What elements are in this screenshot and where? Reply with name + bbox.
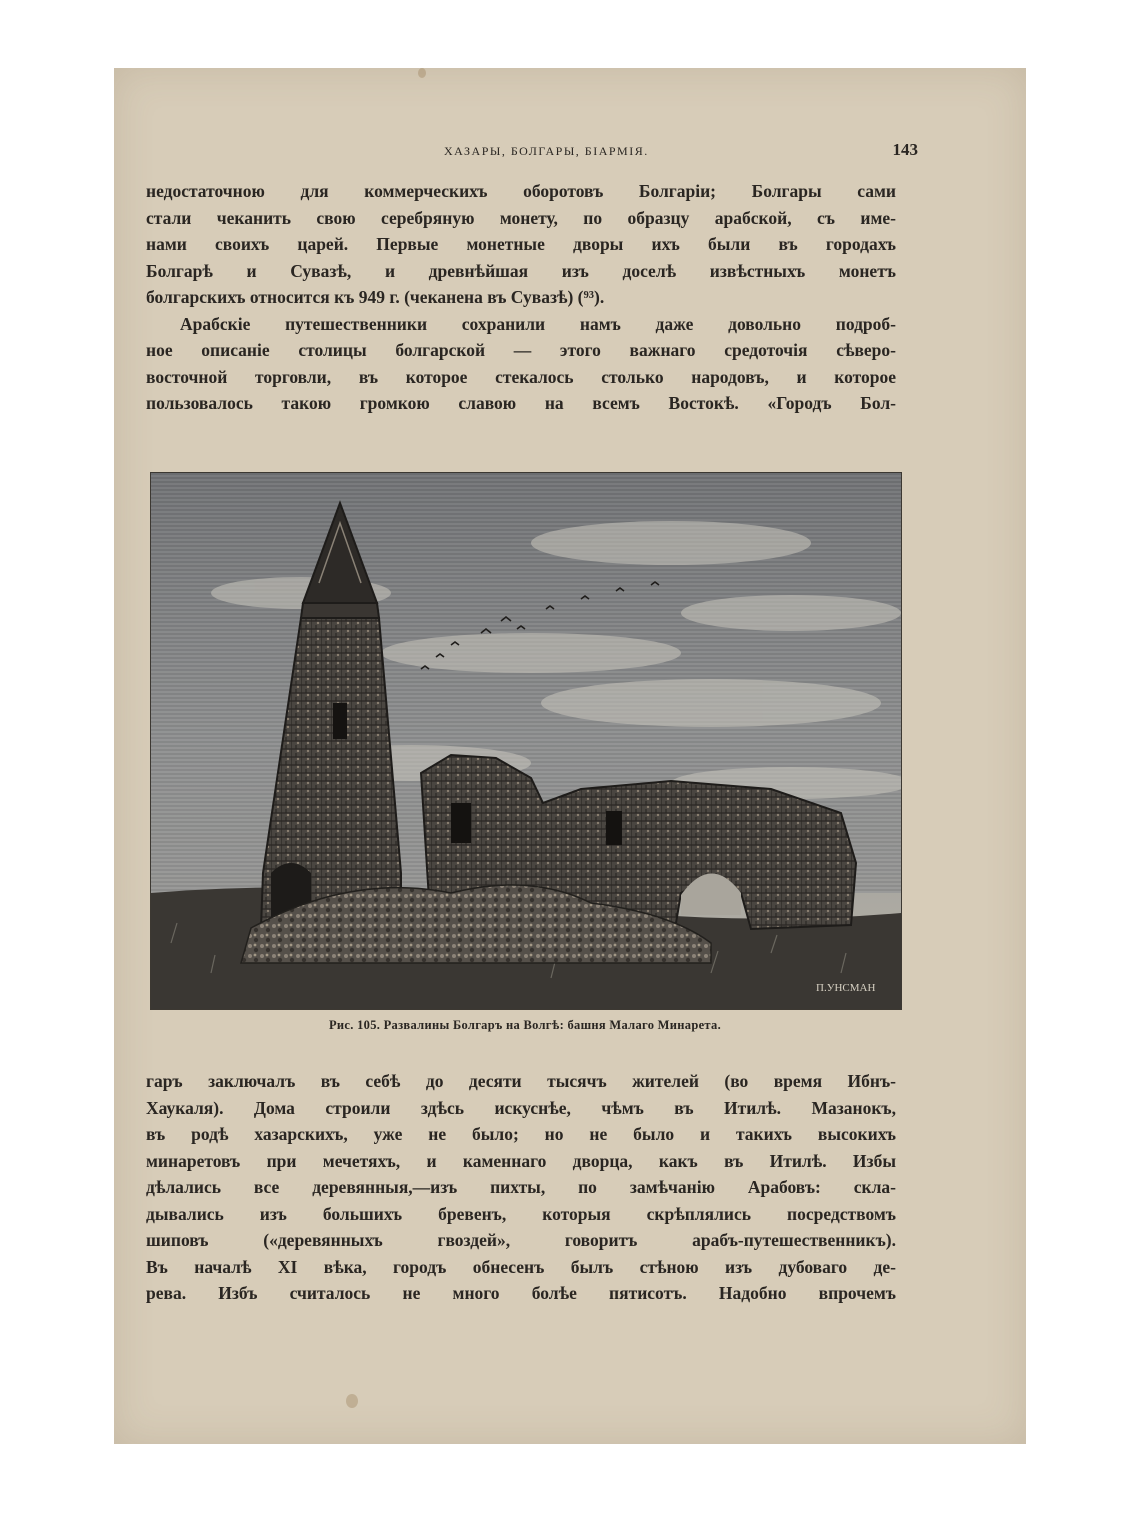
paper-stain: [346, 1394, 358, 1408]
text-line: дывались изъ большихъ бревенъ, которыя скрѣплялись посредствомъ: [146, 1203, 896, 1224]
text-line: пользовалось такою громкою славою на всемъ Востокѣ. «Городъ Бол-: [146, 393, 896, 413]
text-line: Хаукаля). Дома строили здѣсь искуснѣе, чѣмъ въ Итилѣ. Мазанокъ,: [146, 1097, 896, 1118]
text-line: дѣлались все деревянныя,—изъ пихты, по замѣчанію Арабовъ: скла-: [146, 1177, 896, 1197]
text-line: нами своихъ царей. Первые монетные дворы ихъ были въ городахъ: [146, 234, 896, 254]
text-line: рева. Избъ считалось не много болѣе пятисотъ. Надобно впрочемъ: [146, 1283, 896, 1303]
text-line: восточной торговли, въ которое стекалось столько народовъ, и которое: [146, 366, 896, 387]
text-line: въ родѣ хазарскихъ, уже не было; но не было и такихъ высокихъ: [146, 1124, 896, 1144]
text-line: Арабскіе путешественники сохранили намъ даже довольно подроб-: [180, 313, 896, 334]
text-line: Въ началѣ XI вѣка, городъ обнесенъ былъ стѣною изъ дубоваго де-: [146, 1256, 896, 1277]
engraving-drawing: [151, 473, 901, 1009]
text-line: недостаточною для коммерческихъ оборотовъ Болгаріи; Болгары сами: [146, 181, 896, 201]
text-line: ное описаніе столицы болгарской — этого важнаго средоточія сѣверо-: [146, 340, 896, 360]
book-page: [114, 68, 1026, 1444]
engraver-signature: П.УНСМАН: [816, 982, 876, 994]
figure-caption: Рис. 105. Развалины Болгаръ на Волгѣ: башня Малаго Минарета.: [328, 1018, 721, 1032]
text-line: минаретовъ при мечетяхъ, и каменнаго дворца, какъ въ Итилѣ. Избы: [146, 1150, 896, 1171]
text-line: шиповъ («деревянныхъ гвоздей», говоритъ арабъ-путешественникъ).: [146, 1230, 896, 1250]
wall-window: [451, 803, 471, 843]
text-line: стали чеканить свою серебряную монету, по образцу арабской, съ име-: [146, 207, 896, 228]
paper-stain: [418, 68, 426, 78]
page-number: 143: [892, 140, 918, 159]
text-line: гаръ заключалъ въ себѣ до десяти тысячъ жителей (во время Ибнъ-: [146, 1071, 896, 1091]
text-line: болгарскихъ относится къ 949 г. (чеканена въ Сувазѣ) (⁹³).: [146, 287, 605, 307]
text-line: Болгарѣ и Сувазѣ, и древнѣйшая изъ доселѣ извѣстныхъ монетъ: [146, 260, 896, 281]
engraving-illustration: [150, 472, 902, 1010]
paragraph-block-top: [146, 178, 896, 417]
running-head: ХАЗАРЫ, БОЛГАРЫ, БІАРМІЯ.: [444, 144, 649, 158]
wall-window: [606, 811, 622, 845]
paragraph-block-bottom: [146, 1068, 896, 1307]
page-header: [154, 140, 918, 166]
